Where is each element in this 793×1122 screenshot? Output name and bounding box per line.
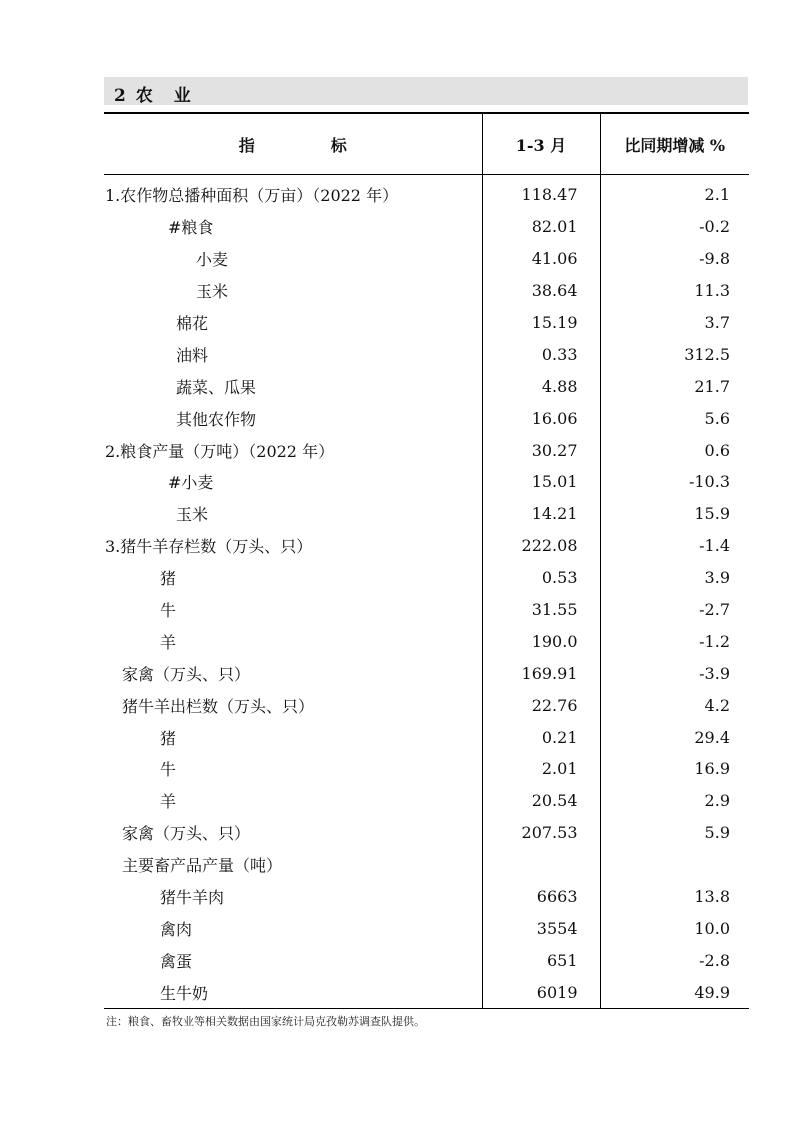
footnote: 注：粮食、畜牧业等相关数据由国家统计局克孜勒苏调查队提供。: [106, 1015, 425, 1028]
row-change: 3.7: [600, 307, 749, 339]
row-label: 棉花: [176, 314, 209, 333]
header-indicator: [104, 113, 482, 175]
row-label: 猪牛羊出栏数（万头、只）: [122, 696, 315, 716]
row-change: -1.4: [600, 530, 749, 562]
row-change: 5.6: [600, 402, 749, 434]
table-row: [104, 243, 749, 275]
row-value: 0.33: [482, 338, 600, 370]
row-label: 1.农作物总播种面积（万亩）（2022 年）: [105, 186, 399, 206]
agriculture-table: [104, 112, 749, 1009]
row-change: -2.7: [600, 594, 749, 626]
row-change: -2.8: [600, 944, 749, 976]
header-change: 比同期增减 %: [600, 113, 749, 175]
row-change: 0.6: [600, 434, 749, 466]
row-value: 222.08: [482, 530, 600, 562]
row-change: -0.2: [600, 211, 749, 243]
table-row: [104, 370, 749, 402]
row-label: 家禽（万头、只）: [122, 824, 251, 844]
table-header-row: [104, 113, 749, 175]
row-value: 651: [482, 944, 600, 976]
row-label: 猪牛羊肉: [160, 888, 225, 908]
table-row: [104, 625, 749, 657]
table-row: [104, 976, 749, 1008]
row-value: 3554: [482, 912, 600, 944]
row-change: 11.3: [600, 275, 749, 307]
row-label: #粮食: [168, 218, 214, 238]
table-row: [104, 498, 749, 530]
row-value: 31.55: [482, 594, 600, 626]
row-value: 38.64: [482, 275, 600, 307]
row-label: 禽蛋: [160, 951, 193, 971]
row-change: 13.8: [600, 881, 749, 913]
row-value: 2.01: [482, 753, 600, 785]
header-indicator-b: 标: [330, 135, 347, 155]
section-title: 2 农 业: [114, 86, 193, 106]
row-change: 10.0: [600, 912, 749, 944]
row-value: 4.88: [482, 370, 600, 402]
row-label: 小麦: [196, 250, 229, 270]
row-label: 禽肉: [160, 919, 193, 939]
row-value: 118.47: [482, 175, 600, 211]
table-row: [104, 211, 749, 243]
row-value: 22.76: [482, 689, 600, 721]
table-row: [104, 785, 749, 817]
table-body: [104, 175, 749, 1009]
table-row: [104, 175, 749, 211]
row-label: 生牛奶: [104, 976, 482, 1008]
row-change: 21.7: [600, 370, 749, 402]
row-value: 16.06: [482, 402, 600, 434]
row-value: 0.53: [482, 562, 600, 594]
table-row: [104, 338, 749, 370]
row-label: 玉米: [196, 282, 229, 302]
table-row: [104, 434, 749, 466]
row-label: 玉米: [176, 505, 209, 525]
row-value: 41.06: [482, 243, 600, 275]
table-row: [104, 562, 749, 594]
table-row: [104, 817, 749, 849]
row-change: 2.1: [600, 175, 749, 211]
row-label: 羊: [160, 632, 177, 652]
table-row: [104, 721, 749, 753]
table-row: [104, 307, 749, 339]
row-label: 2.粮食产量（万吨）（2022 年）: [105, 441, 335, 461]
row-change: 29.4: [600, 721, 749, 753]
row-label: 牛: [160, 760, 177, 780]
table-row: [104, 530, 749, 562]
row-label: 牛: [160, 601, 177, 621]
row-value: 15.19: [482, 307, 600, 339]
row-change: 4.2: [600, 689, 749, 721]
row-value: 169.91: [482, 657, 600, 689]
row-label: 家禽（万头、只）: [122, 664, 251, 684]
table-row: [104, 944, 749, 976]
row-value: 14.21: [482, 498, 600, 530]
header-period: 1-3 月: [482, 113, 600, 175]
row-change: -1.2: [600, 625, 749, 657]
table-row: [104, 849, 749, 881]
row-label: 主要畜产品产量（吨）: [122, 856, 283, 876]
row-change: 49.9: [600, 976, 749, 1008]
table-row: [104, 466, 749, 498]
row-change: 15.9: [600, 498, 749, 530]
row-value: 30.27: [482, 434, 600, 466]
row-change: 2.9: [600, 785, 749, 817]
row-value: 190.0: [482, 625, 600, 657]
row-value: 20.54: [482, 785, 600, 817]
row-label: 猪: [160, 728, 177, 748]
table-row: [104, 881, 749, 913]
table-row: [104, 689, 749, 721]
row-label: 3.猪牛羊存栏数（万头、只）: [105, 537, 313, 557]
row-value: 15.01: [482, 466, 600, 498]
row-change: 5.9: [600, 817, 749, 849]
table-row: [104, 657, 749, 689]
table-row: [104, 912, 749, 944]
row-value: [482, 849, 600, 881]
row-change: 16.9: [600, 753, 749, 785]
row-change: -3.9: [600, 657, 749, 689]
row-value: 82.01: [482, 211, 600, 243]
table-row: [104, 594, 749, 626]
row-label: #小麦: [168, 473, 214, 493]
row-change: 312.5: [600, 338, 749, 370]
header-indicator-a: 指: [238, 135, 255, 155]
row-change: -10.3: [600, 466, 749, 498]
table-row: [104, 402, 749, 434]
row-label: 油料: [176, 345, 209, 365]
table-row: [104, 275, 749, 307]
row-value: 207.53: [482, 817, 600, 849]
row-value: 6019: [482, 976, 600, 1008]
row-change: -9.8: [600, 243, 749, 275]
row-label: 其他农作物: [176, 409, 257, 429]
row-value: 0.21: [482, 721, 600, 753]
row-change: 3.9: [600, 562, 749, 594]
row-label: 蔬菜、瓜果: [176, 377, 257, 397]
table-row: [104, 753, 749, 785]
section-header: [104, 77, 748, 105]
row-label: 羊: [160, 792, 177, 812]
row-change: [600, 849, 749, 881]
row-label: 猪: [160, 569, 177, 589]
row-value: 6663: [482, 881, 600, 913]
